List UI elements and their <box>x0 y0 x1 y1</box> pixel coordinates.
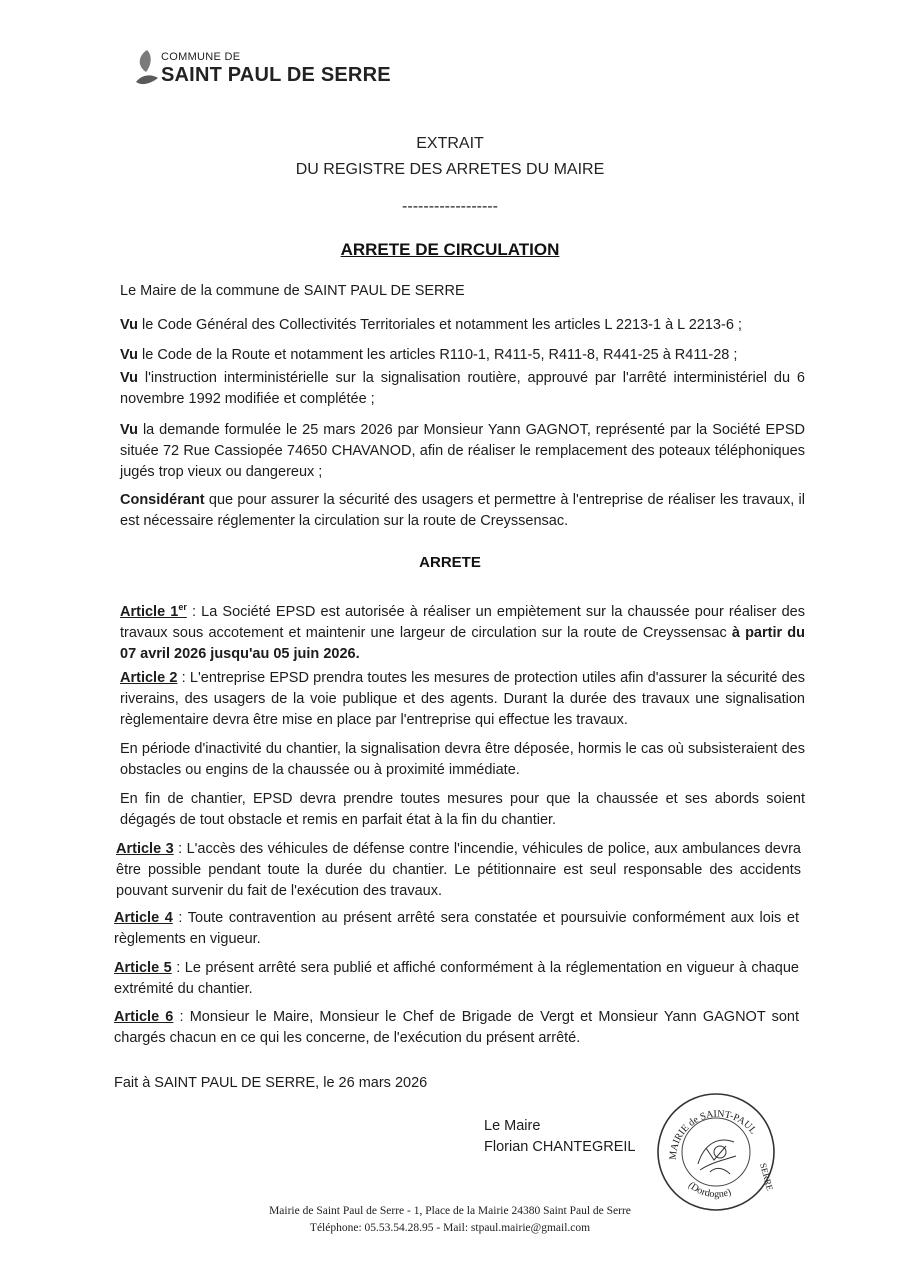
mairie-seal <box>654 1090 778 1214</box>
signature-name: Florian CHANTEGREIL <box>484 1139 636 1155</box>
leaf-icon <box>134 48 160 88</box>
seal-emblem <box>698 1140 736 1174</box>
svg-text:(Dordogne) <box>686 1180 733 1200</box>
footer-address: Mairie de Saint Paul de Serre - 1, Place de la Mairie 24380 Saint Paul de Serre <box>269 1205 631 1217</box>
article-3: Article 3 : L'accès des véhicules de défense contre l'incendie, véhicules de police, aux ambulances devra être possible pendant toute la durée du chantier. Le pétitionnaire est seul responsable des accidents pouvant survenir du fait de l'exécution des travaux. <box>116 841 801 899</box>
article-6: Article 6 : Monsieur le Maire, Monsieur le Chef de Brigade de Vergt et Monsieur Yann GAGNOT sont chargés chacun en ce qui les concerne, de l'exécution du présent arrêté. <box>114 1009 799 1046</box>
header-extrait: EXTRAIT <box>416 135 484 152</box>
article-5: Article 5 : Le présent arrêté sera publié et affiché conformément à la réglementation en vigueur à chaque extrémité du chantier. <box>114 960 799 997</box>
arrete-heading: ARRETE <box>419 554 481 571</box>
article-2-paragraph-3: En fin de chantier, EPSD devra prendre toutes mesures pour que la chaussée et ses abords soient dégagés de tout obstacle et remis en parfait état à la fin du chantier. <box>120 791 805 828</box>
preamble-vu-cgct: Vu le Code Général des Collectivités Territoriales et notamment les articles L 2213-1 à L 2213-6 ; <box>120 317 742 333</box>
document-title: ARRETE DE CIRCULATION <box>340 240 560 259</box>
logo-commune-name: SAINT PAUL DE SERRE <box>161 64 391 86</box>
seal-text-right: SERRE <box>758 1161 775 1192</box>
seal-text-top: MAIRIE de SAINT-PAUL <box>667 1108 759 1161</box>
header-separator: ------------------ <box>402 198 498 215</box>
article-2: Article 2 : L'entreprise EPSD prendra toutes les mesures de protection utiles afin d'assurer la sécurité des riverains, des usagers de la voie publique et des agents. Durant la durée des travaux une signalisation règlementaire devra être mise en place par l'entreprise qui effectue les travaux. <box>120 670 805 728</box>
preamble-vu-instruction: Vu l'instruction interministérielle sur la signalisation routière, approuvé par l'arrêté interministériel du 6 novembre 1992 modifiée et complétée ; <box>120 370 805 407</box>
article-4: Article 4 : Toute contravention au présent arrêté sera constatée et poursuivie conformément aux lois et règlements en vigueur. <box>114 910 799 947</box>
seal-text-bottom: (Dordogne) <box>685 1179 733 1201</box>
footer-contact: Téléphone: 05.53.54.28.95 - Mail: stpaul.mairie@gmail.com <box>309 1222 591 1234</box>
article-2-paragraph-2: En période d'inactivité du chantier, la signalisation devra être déposée, hormis le cas où subsisteraient des obstacles ou engins de la chaussée ou à proximité immédiate. <box>120 741 805 778</box>
logo-commune-label: COMMUNE DE <box>161 51 241 63</box>
closing-place-date: Fait à SAINT PAUL DE SERRE, le 26 mars 2026 <box>114 1075 428 1091</box>
signature-role: Le Maire <box>484 1118 541 1134</box>
preamble-considerant: Considérant que pour assurer la sécurité des usagers et permettre à l'entreprise de réaliser les travaux, il est nécessaire réglementer la circulation sur la route de Creyssensac. <box>120 492 805 529</box>
preamble-vu-code-route: Vu le Code de la Route et notamment les articles R110-1, R411-5, R411-8, R441-25 à R411-28 ; <box>120 347 738 363</box>
preamble-vu-demande: Vu la demande formulée le 25 mars 2026 par Monsieur Yann GAGNOT, représenté par la Société EPSD située 72 Rue Cassiopée 74650 CHAVANOD, afin de réaliser le remplacement des poteaux téléphoniques jugés trop vieux ou dangereux ; <box>120 422 805 480</box>
preamble-intro: Le Maire de la commune de SAINT PAUL DE SERRE <box>120 283 465 299</box>
article-1: Article 1er : La Société EPSD est autorisée à réaliser un empiètement sur la chaussée pour réaliser des travaux sous accotement et maintenir une largeur de circulation sur la route de Creyssensac à partir du 07 avril 2026 jusqu'au 05 juin 2026. <box>120 602 805 662</box>
header-registre: DU REGISTRE DES ARRETES DU MAIRE <box>295 161 605 178</box>
